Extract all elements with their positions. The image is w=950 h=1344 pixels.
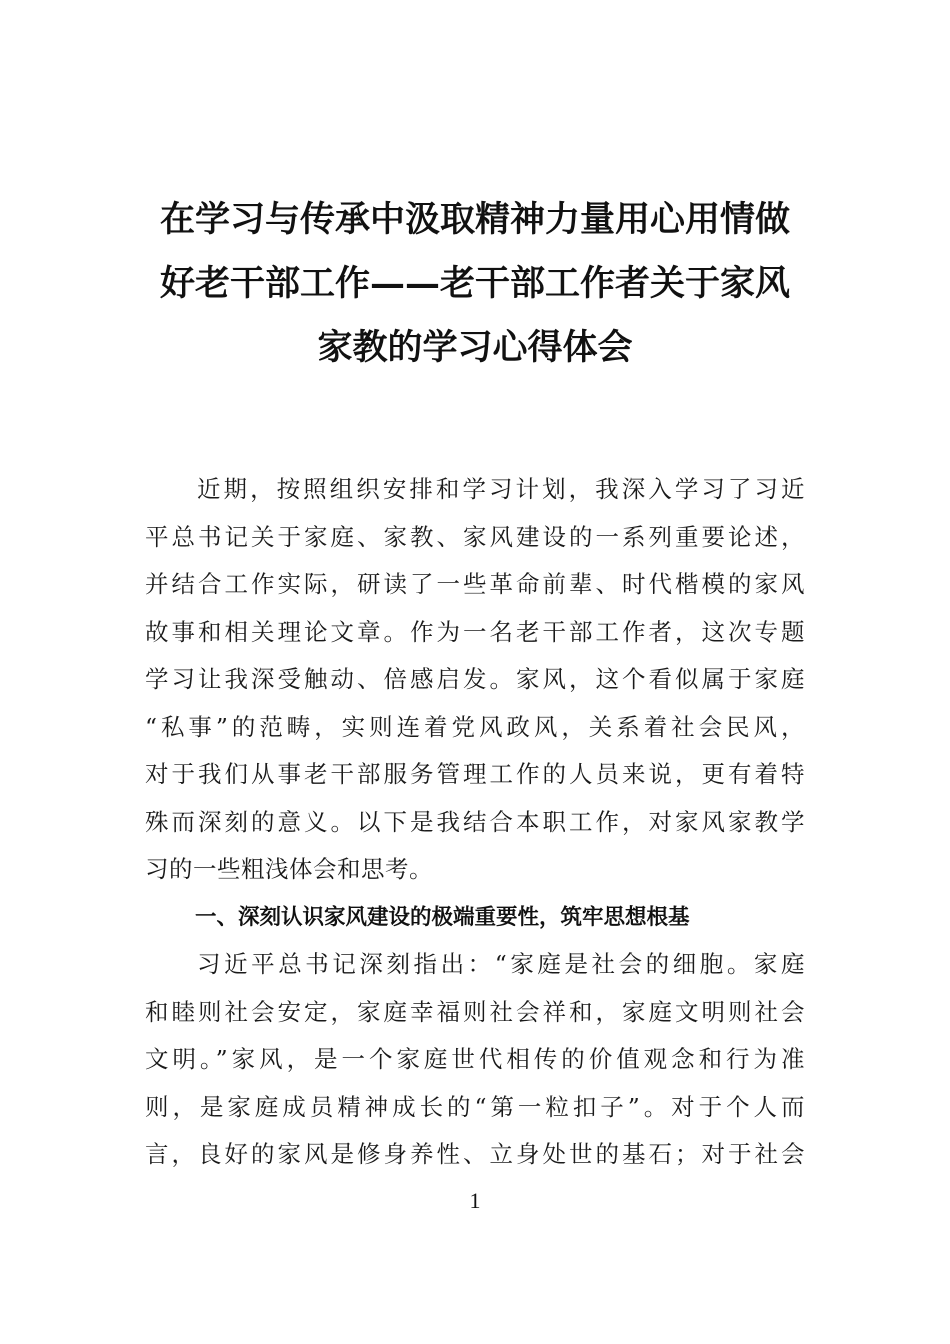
title-line-3: 家教的学习心得体会 <box>317 327 633 368</box>
paragraph-line: 和睦则社会安定，家庭幸福则社会祥和，家庭文明则社会 <box>145 997 805 1026</box>
paragraph-line: 文明。”家风，是一个家庭世代相传的价值观念和行为准 <box>145 1045 805 1073</box>
paragraph-line: 近期，按照组织安排和学习计划，我深入学习了习近 <box>197 475 805 503</box>
document-title <box>130 188 820 380</box>
paragraph-line: 言，良好的家风是修身养性、立身处世的基石；对于社会 <box>145 1140 805 1168</box>
page-number: 1 <box>469 1188 481 1213</box>
paragraph-line: 平总书记关于家庭、家教、家风建设的一系列重要论述， <box>145 522 805 551</box>
paragraph-line: 殊而深刻的意义。以下是我结合本职工作，对家风家教学 <box>145 807 805 836</box>
paragraph-line: 则，是家庭成员精神成长的“第一粒扣子”。对于个人而 <box>145 1092 805 1121</box>
section-heading-1: 一、深刻认识家风建设的极端重要性，筑牢思想根基 <box>195 904 690 930</box>
paragraph-intro <box>145 466 805 894</box>
paragraph-line: 并结合工作实际，研读了一些革命前辈、时代楷模的家风 <box>145 570 805 598</box>
paragraph-section-1 <box>145 941 805 1179</box>
paragraph-line: 习近平总书记深刻指出：“家庭是社会的细胞。家庭 <box>197 950 805 978</box>
paragraph-line: 学习让我深受触动、倍感启发。家风，这个看似属于家庭 <box>145 665 805 693</box>
paragraph-line: 故事和相关理论文章。作为一名老干部工作者，这次专题 <box>145 617 805 646</box>
document-body <box>145 466 805 1179</box>
title-line-2: 好老干部工作——老干部工作者关于家风 <box>159 263 790 304</box>
paragraph-line: 对于我们从事老干部服务管理工作的人员来说，更有着特 <box>145 760 805 788</box>
paragraph-line: “私事”的范畴，实则连着党风政风，关系着社会民风， <box>145 712 805 741</box>
paragraph-line: 习的一些粗浅体会和思考。 <box>145 855 433 883</box>
title-line-1: 在学习与传承中汲取精神力量用心用情做 <box>159 199 790 240</box>
